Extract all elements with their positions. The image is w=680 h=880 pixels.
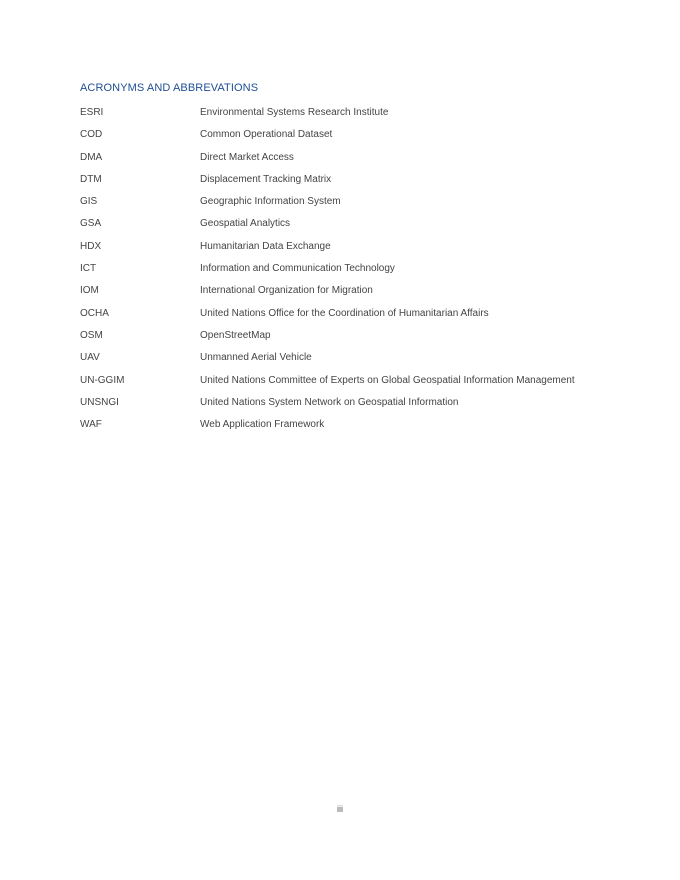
acronym-row bbox=[80, 329, 640, 351]
acronym-definition: United Nations Committee of Experts on Global Geospatial Information Management bbox=[200, 374, 575, 386]
acronym-abbreviation: GSA bbox=[80, 218, 102, 230]
acronym-row bbox=[80, 217, 640, 239]
acronym-abbreviation: DTM bbox=[80, 173, 102, 185]
acronym-abbreviation: DMA bbox=[80, 151, 103, 163]
acronym-abbreviation: IOM bbox=[80, 285, 99, 297]
acronym-definition: Common Operational Dataset bbox=[200, 129, 333, 141]
acronym-abbreviation: HDX bbox=[80, 240, 102, 252]
acronym-definition: International Organization for Migration bbox=[200, 285, 373, 297]
acronym-definition: Web Application Framework bbox=[200, 419, 325, 431]
acronym-abbreviation: UNSNGI bbox=[80, 396, 119, 408]
acronym-row bbox=[80, 128, 640, 150]
acronym-row bbox=[80, 351, 640, 373]
section-heading: ACRONYMS AND ABBREVATIONS bbox=[80, 82, 259, 94]
acronym-row bbox=[80, 307, 640, 329]
acronym-abbreviation: UN-GGIM bbox=[80, 374, 125, 386]
acronym-definition: United Nations System Network on Geospatial Information bbox=[200, 396, 459, 408]
acronym-definition: Information and Communication Technology bbox=[200, 263, 395, 275]
acronym-row bbox=[80, 106, 640, 128]
page-number: iii bbox=[337, 804, 343, 814]
acronym-abbreviation: ICT bbox=[80, 263, 97, 275]
acronym-definition: Geographic Information System bbox=[200, 196, 341, 208]
acronym-abbreviation: ESRI bbox=[80, 107, 104, 118]
acronym-definition: OpenStreetMap bbox=[200, 329, 271, 341]
acronym-row bbox=[80, 418, 640, 440]
acronym-row bbox=[80, 396, 640, 418]
acronym-row bbox=[80, 195, 640, 217]
acronym-abbreviation: COD bbox=[80, 129, 103, 141]
acronym-row bbox=[80, 262, 640, 284]
acronym-definition: Environmental Systems Research Institute bbox=[200, 107, 389, 118]
acronym-row bbox=[80, 284, 640, 306]
acronym-abbreviation: OSM bbox=[80, 329, 103, 341]
acronym-definition: United Nations Office for the Coordination of Humanitarian Affairs bbox=[200, 307, 489, 319]
acronym-row bbox=[80, 240, 640, 262]
acronym-abbreviation: OCHA bbox=[80, 307, 109, 319]
acronym-definition: Displacement Tracking Matrix bbox=[200, 173, 332, 185]
acronym-definition: Humanitarian Data Exchange bbox=[200, 240, 331, 252]
acronym-abbreviation: WAF bbox=[80, 419, 102, 431]
acronym-row bbox=[80, 173, 640, 195]
acronym-abbreviation: UAV bbox=[80, 352, 100, 364]
acronym-row bbox=[80, 151, 640, 173]
acronym-list bbox=[80, 106, 640, 440]
acronym-definition: Unmanned Aerial Vehicle bbox=[200, 352, 312, 364]
acronym-abbreviation: GIS bbox=[80, 196, 98, 208]
acronym-definition: Direct Market Access bbox=[200, 151, 294, 163]
acronym-definition: Geospatial Analytics bbox=[200, 218, 291, 230]
acronym-row bbox=[80, 374, 640, 396]
